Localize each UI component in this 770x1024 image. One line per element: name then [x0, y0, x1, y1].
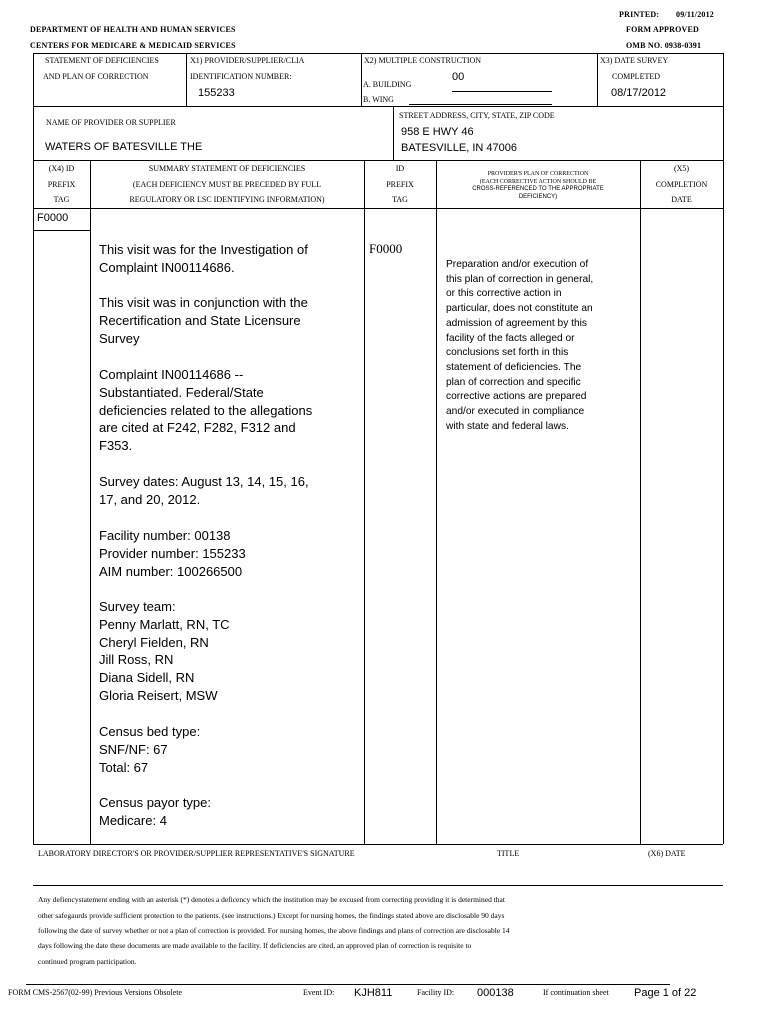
disclaimer-line-1: Any defiencystatement ending with an asterisk (*) denotes a deficency which the institution may be excused from correcting providing it is determined that	[38, 895, 505, 904]
multiple-construction-value: 00	[452, 71, 465, 83]
facility-id-value: 000138	[477, 987, 514, 999]
identification-number-label: IDENTIFICATION NUMBER:	[190, 72, 292, 81]
street-address-label: STREET ADDRESS, CITY, STATE, ZIP CODE	[399, 111, 555, 120]
date-completed-value: 08/17/2012	[611, 87, 667, 99]
id-prefix-label: PREFIX	[386, 180, 414, 189]
id-label: ID	[395, 164, 405, 173]
poc-header-l3: CROSS-REFERENCED TO THE APPROPRIATE	[472, 186, 604, 192]
left-prefix-tag: F0000	[37, 212, 69, 224]
completed-label: COMPLETED	[612, 72, 660, 81]
address-line-2: BATESVILLE, IN 47006	[401, 142, 517, 154]
id-tag-label: TAG	[392, 195, 408, 204]
page-number: Page 1 of 22	[634, 987, 697, 999]
provider-name-label: NAME OF PROVIDER OR SUPPLIER	[46, 118, 176, 127]
id-prefix-tag: F0000	[369, 241, 403, 256]
poc-header-l2: (EACH CORRECTIVE ACTION SHOULD BE	[479, 179, 597, 185]
summary-para-survey-team: Survey team: Penny Marlatt, RN, TC Cheryl Fielden, RN Jill Ross, RN Diana Sidell, RN Gloria Reisert, MSW	[99, 599, 230, 703]
summary-precede-label: (EACH DEFICIENCY MUST BE PRECEDED BY FULL	[132, 180, 322, 189]
plan-of-correction-text: Preparation and/or execution of this plan of correction in general, or this corrective action in particular, does not constitute an admission of agreement by this facility of the facts alleged or conclusions set forth in this statement of deficiencies. The plan of correction and specific corrective actions are prepared and/or executed in compliance with state and federal laws.	[446, 259, 594, 432]
printed-date: 09/11/2012	[676, 10, 715, 19]
x4-id-label: (X4) ID	[48, 164, 75, 173]
printed-label: PRINTED:	[619, 10, 660, 19]
disclaimer-line-2: other safegaurds provide sufficient protection to the patients. (see instructions.) Except for nursing homes, the findings stated above are disclosable 90 days	[38, 911, 505, 920]
omb-number: OMB NO. 0938-0391	[626, 41, 702, 50]
summary-para-conjunction: This visit was in conjunction with the Recertification and State Licensure Survey	[99, 295, 308, 346]
provider-name-value: WATERS OF BATESVILLE THE	[45, 141, 203, 153]
summary-para-census-payor: Census payor type: Medicare: 4	[99, 795, 212, 828]
director-signature-label: LABORATORY DIRECTOR'S OR PROVIDER/SUPPLIER REPRESENTATIVE'S SIGNATURE	[38, 849, 355, 858]
poc-header-l1: PROVIDER'S PLAN OF CORRECTION	[487, 171, 589, 177]
event-id-value: KJH811	[354, 987, 393, 999]
x3-label: X3) DATE SURVEY	[600, 56, 669, 65]
address-line-1: 958 E HWY 46	[401, 126, 474, 138]
event-id-label: Event ID:	[303, 988, 335, 997]
disclaimer-line-5: continued program participation.	[38, 957, 137, 966]
title-label: TITLE	[497, 849, 520, 858]
plan-of-correction-label: AND PLAN OF CORRECTION	[43, 72, 149, 81]
poc-header-l4: DEFICIENCY)	[518, 194, 558, 200]
x4-tag-label: TAG	[53, 195, 70, 204]
summary-para-complaint: Complaint IN00114686 -- Substantiated. Federal/State deficiencies related to the allegations are cited at F242, F282, F312 and F353.	[99, 367, 313, 454]
wing-label: B. WING	[363, 95, 394, 104]
completion-date-label: DATE	[671, 195, 692, 204]
facility-id-label: Facility ID:	[417, 988, 455, 997]
disclaimer-line-3: following the date of survey whether or not a plan of correction is provided. For nursing homes, the above findings and plans of correction are disclosable 14	[38, 926, 510, 935]
completion-label: COMPLETION	[655, 180, 708, 189]
form-approved: FORM APPROVED	[626, 25, 700, 34]
x5-label: (X5)	[673, 164, 690, 173]
disclaimer-line-4: days following the date these documents are made available to the facility. If deficiencies are cited, an approved plan of correction is requisite to	[38, 941, 472, 950]
summary-regulatory-label: REGULATORY OR LSC IDENTIFYING INFORMATION)	[129, 195, 325, 204]
form-number-label: FORM CMS-2567(02-99) Previous Versions Obsolete	[8, 988, 183, 997]
summary-para-census-bed: Census bed type: SNF/NF: 67 Total: 67	[99, 724, 201, 775]
building-label: A. BUILDING	[363, 80, 412, 89]
x4-prefix-label: PREFIX	[47, 180, 76, 189]
centers-name: CENTERS FOR MEDICARE & MEDICAID SERVICES	[30, 41, 236, 50]
summary-statement-label: SUMMARY STATEMENT OF DEFICIENCIES	[148, 164, 306, 173]
summary-para-facility-numbers: Facility number: 00138 Provider number: 155233 AIM number: 100266500	[99, 528, 246, 579]
x1-label: X1) PROVIDER/SUPPLIER/CLIA	[190, 56, 305, 65]
continuation-sheet-label: If continuation sheet	[543, 988, 609, 997]
department-name: DEPARTMENT OF HEALTH AND HUMAN SERVICES	[30, 25, 236, 34]
statement-label: STATEMENT OF DEFICIENCIES	[45, 56, 159, 65]
summary-para-investigation: This visit was for the Investigation of Complaint IN00114686.	[99, 242, 308, 275]
summary-para-survey-dates: Survey dates: August 13, 14, 15, 16, 17, and 20, 2012.	[99, 474, 309, 507]
x6-date-label: (X6) DATE	[648, 849, 686, 858]
provider-id-value: 155233	[198, 87, 235, 99]
x2-label: X2) MULTIPLE CONSTRUCTION	[364, 56, 482, 65]
